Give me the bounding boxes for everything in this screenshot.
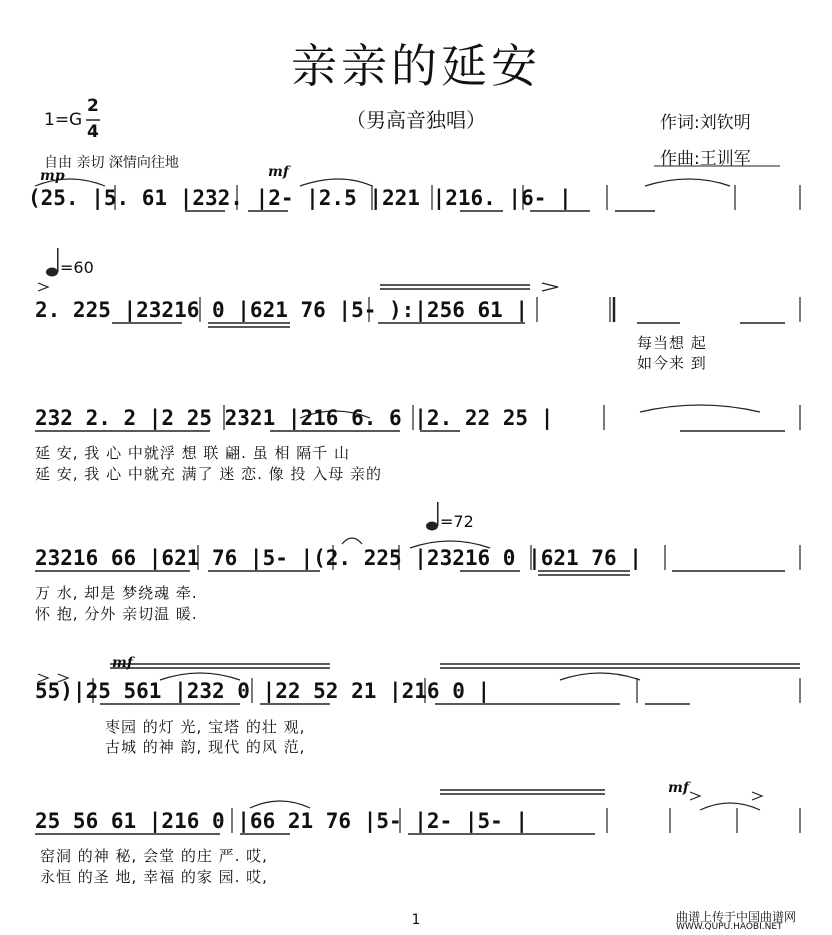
dynamic-mf-2: mf — [112, 655, 133, 671]
lyric-row-6-verse-2: 永恒 的圣 地, 幸福 的家 园. 哎, — [40, 868, 268, 886]
notation-row-5: 55)|25 561 |232 0 |22 52 21 |216 0 | — [35, 679, 491, 703]
key-signature: 1=G — [44, 110, 83, 130]
dynamic-mp: mp — [40, 168, 65, 184]
song-title: 亲亲的延安 — [291, 39, 541, 93]
tempo-marking-1: =60 — [60, 258, 94, 277]
tempo-marking-2: =72 — [440, 512, 474, 531]
notation-row-2: 2. 225 |23216 0 |621 76 |5- ):|256 61 | — [35, 298, 529, 322]
lyricist-credit: 作词:刘钦明 — [660, 113, 751, 133]
time-signature-bottom: 4 — [87, 122, 99, 142]
dynamic-mf-3: mf — [668, 780, 689, 796]
time-signature-top: 2 — [87, 96, 99, 116]
watermark-url: WWW.QUPU.HAOBI.NET — [676, 922, 783, 932]
notation-row-1: (25. |5. 61 |232. |2- |2.5 |221 |216. |6- | — [28, 186, 572, 210]
notation-row-4: 23216 66 |621 76 |5- |(2. 225 |23216 0 |621 76 | — [35, 546, 642, 570]
lyric-row-4-verse-2: 怀 抱, 分外 亲切温 暖. — [35, 605, 198, 623]
lyric-row-3-verse-1: 延 安, 我 心 中就浮 想 联 翩. 虽 相 隔千 山 — [35, 444, 350, 462]
lyric-row-5-verse-1: 枣园 的灯 光, 宝塔 的壮 观, — [105, 718, 306, 736]
composer-credit: 作曲:王训军 — [660, 149, 751, 169]
lyric-row-3-verse-2: 延 安, 我 心 中就充 满了 迷 恋. 像 投 入母 亲的 — [35, 465, 382, 483]
lyric-row-6-verse-1: 窑洞 的神 秘, 会堂 的庄 严. 哎, — [40, 847, 268, 865]
page-number: 1 — [411, 912, 421, 928]
watermark-site-name: 曲谱上传于中国曲谱网 — [676, 910, 797, 924]
lyric-row-5-verse-2: 古城 的神 韵, 现代 的风 范, — [105, 738, 306, 756]
notation-row-3: 232 2. 2 |2 25 2321 |216 6. 6 |2. 22 25 | — [35, 406, 554, 430]
song-subtitle: （男高音独唱） — [346, 108, 486, 132]
lyric-row-4-verse-1: 万 水, 却是 梦绕魂 牵. — [35, 584, 198, 602]
notation-row-6: 25 56 61 |216 0 |66 21 76 |5- |2- |5- | — [35, 809, 529, 833]
lyric-row-2-verse-2: 如今来 到 — [637, 354, 707, 372]
expression-marking: 自由 亲切 深情向往地 — [44, 155, 179, 171]
lyric-row-2-verse-1: 每当想 起 — [637, 334, 707, 352]
dynamic-mf-1: mf — [268, 164, 289, 180]
